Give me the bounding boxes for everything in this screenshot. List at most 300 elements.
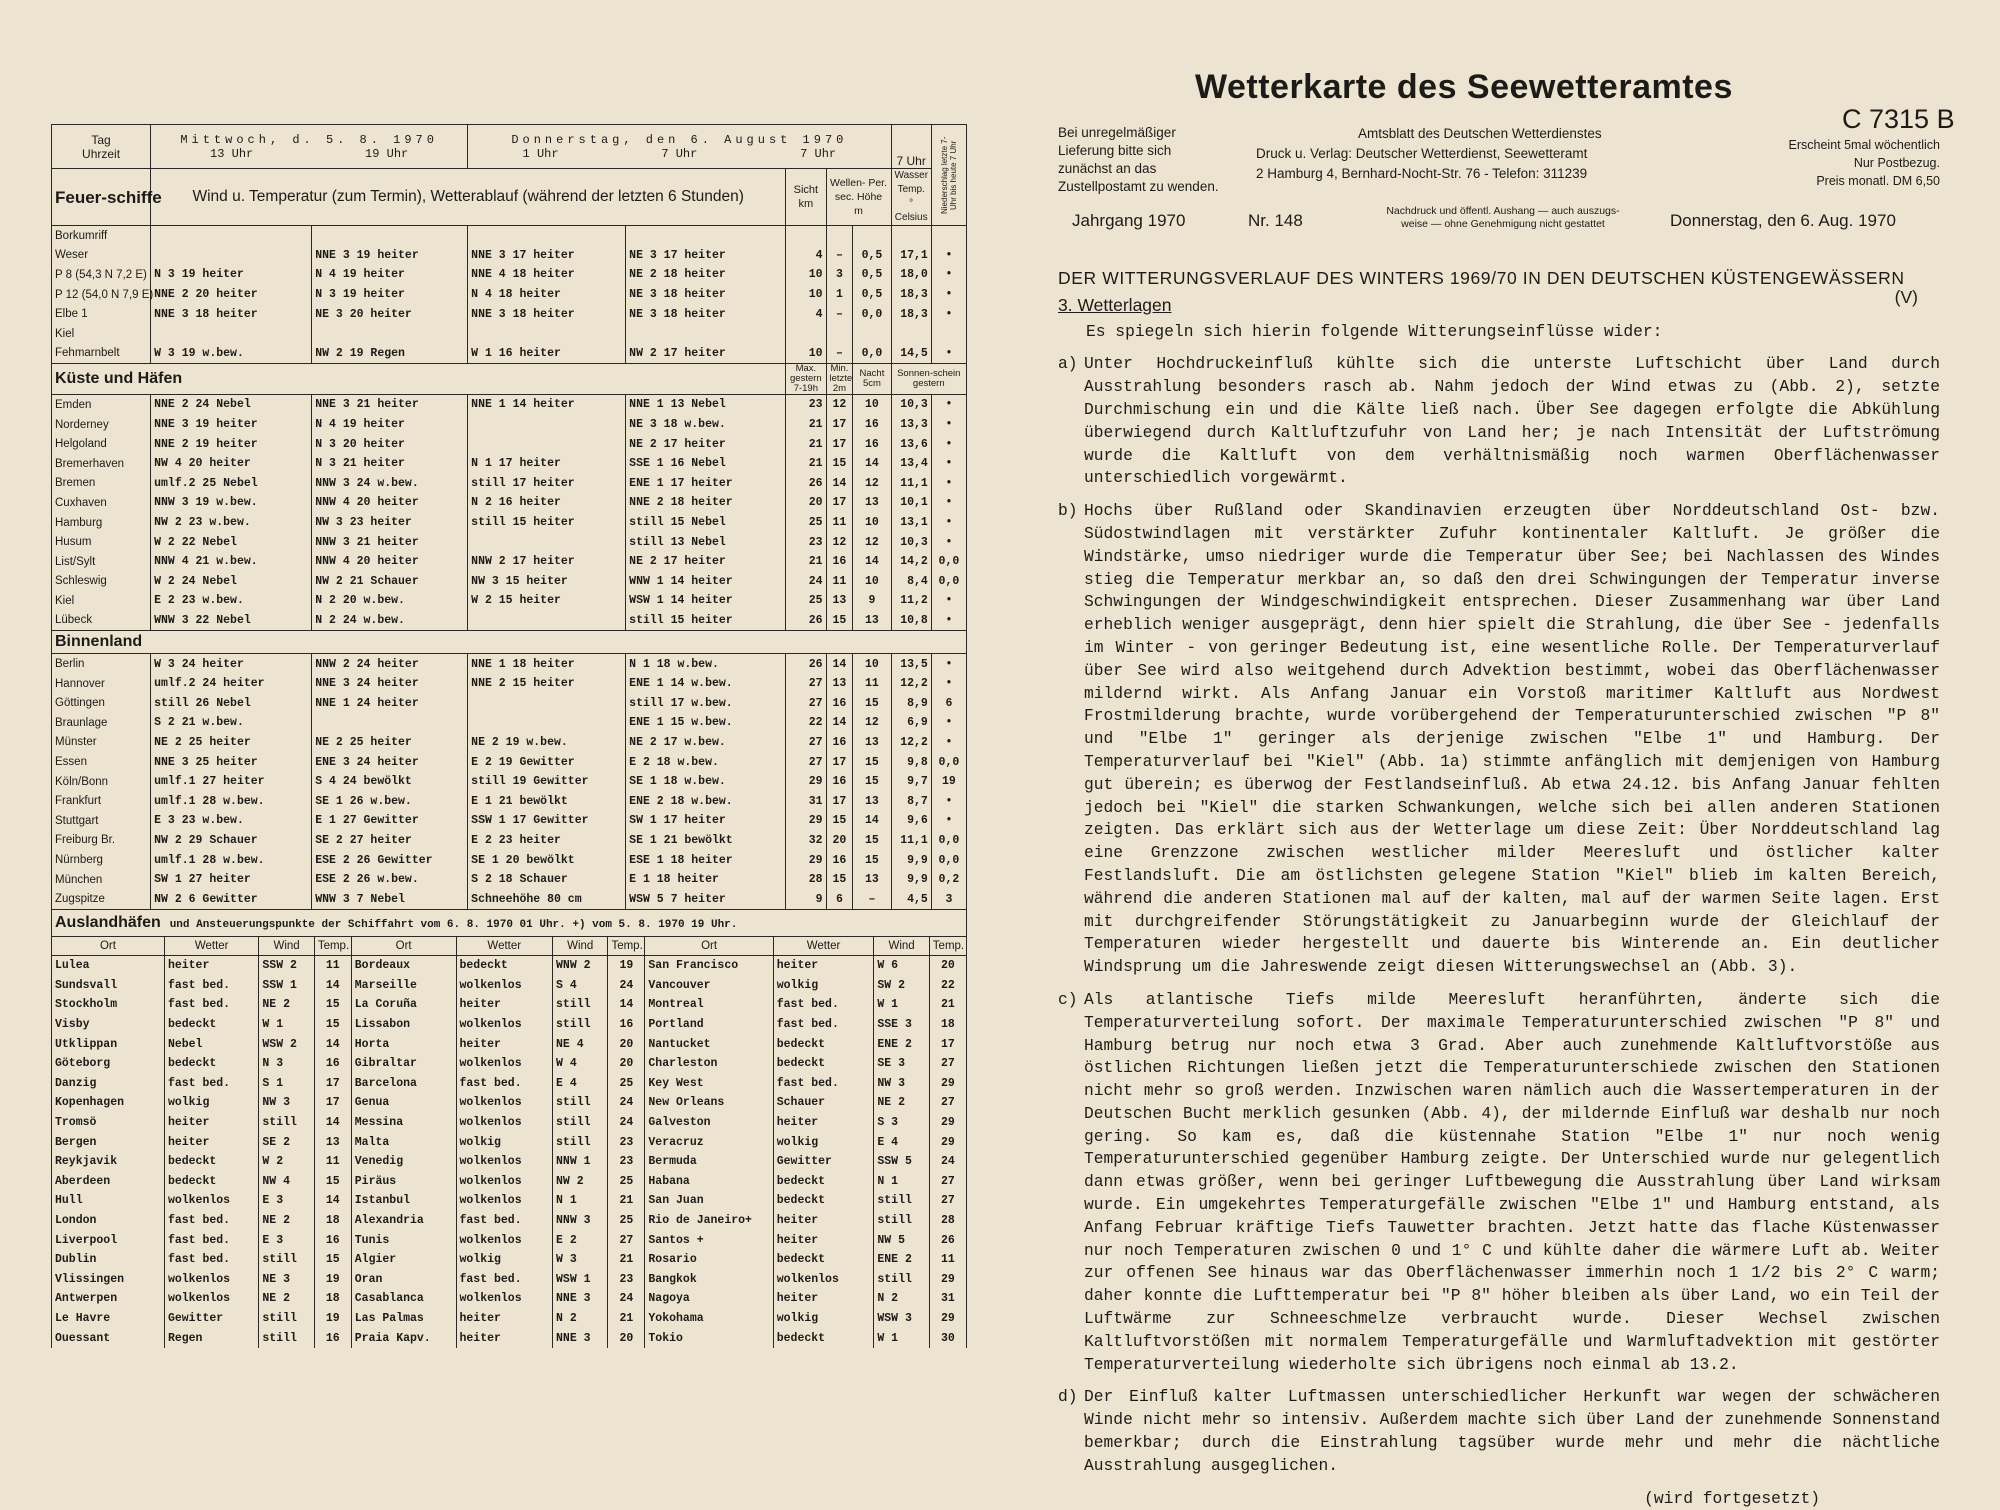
- obs-7h: NNE 1 13 Nebel: [626, 395, 786, 415]
- port-wind: NE 2: [259, 1289, 314, 1309]
- port-temp: 14: [314, 1034, 351, 1054]
- port-row: [52, 1289, 967, 1309]
- port-name: Utklippan: [52, 1034, 165, 1054]
- obs-13h: SW 1 27 heiter: [151, 870, 312, 890]
- port-temp: 14: [608, 995, 645, 1015]
- value-a: 27: [786, 674, 826, 694]
- value-a: 20: [786, 493, 826, 513]
- port-wind: E 4: [874, 1132, 929, 1152]
- station-row: [52, 474, 967, 494]
- obs-1h: [468, 434, 626, 454]
- value-c: 0,5: [853, 285, 891, 305]
- port-temp: 11: [929, 1250, 966, 1270]
- port-weather: wolkig: [773, 976, 874, 996]
- value-e: •: [931, 344, 966, 364]
- port-weather: fast bed.: [164, 1211, 258, 1231]
- value-b: 16: [826, 733, 853, 753]
- value-c: 13: [853, 493, 891, 513]
- value-d: 9,9: [891, 870, 931, 890]
- value-d: 10,1: [891, 493, 931, 513]
- port-wind: W 1: [874, 995, 929, 1015]
- port-name: Santos +: [645, 1230, 773, 1250]
- value-d: 12,2: [891, 733, 931, 753]
- obs-13h: N 3 19 heiter: [151, 265, 312, 285]
- obs-13h: [151, 246, 312, 266]
- port-wind: NNE 3: [553, 1328, 608, 1348]
- obs-13h: still 26 Nebel: [151, 693, 312, 713]
- port-temp: 18: [314, 1211, 351, 1231]
- port-weather: heiter: [773, 1211, 874, 1231]
- obs-7h: ENE 1 15 w.bew.: [626, 713, 786, 733]
- port-name: Bangkok: [645, 1270, 773, 1290]
- port-wind: SE 3: [874, 1054, 929, 1074]
- value-d: 13,1: [891, 513, 931, 533]
- value-a: 25: [786, 513, 826, 533]
- port-name: Bergen: [52, 1132, 165, 1152]
- port-name: Visby: [52, 1015, 165, 1035]
- obs-19h: NNE 3 19 heiter: [312, 246, 468, 266]
- feuerschiffe-label: Feuer-schiffe: [52, 169, 151, 226]
- obs-13h: [151, 324, 312, 344]
- obs-7h: ENE 1 17 heiter: [626, 474, 786, 494]
- obs-19h: NW 3 23 heiter: [312, 513, 468, 533]
- value-b: 16: [826, 850, 853, 870]
- port-temp: 18: [314, 1289, 351, 1309]
- port-name: Gibraltar: [351, 1054, 456, 1074]
- value-e: 0,0: [931, 552, 966, 572]
- port-temp: 18: [929, 1015, 966, 1035]
- obs-7h: NE 3 18 w.bew.: [626, 415, 786, 435]
- value-c: 15: [853, 850, 891, 870]
- station-name: Berlin: [52, 654, 151, 674]
- port-row: [52, 1270, 967, 1290]
- port-wind: SSE 3: [874, 1015, 929, 1035]
- station-row: [52, 850, 967, 870]
- value-a: 26: [786, 474, 826, 494]
- obs-19h: NNW 4 20 heiter: [312, 493, 468, 513]
- port-weather: fast bed.: [773, 1074, 874, 1094]
- port-temp: 23: [608, 1132, 645, 1152]
- station-name: Norderney: [52, 415, 151, 435]
- port-weather: Gewitter: [773, 1152, 874, 1172]
- port-temp: 15: [314, 1250, 351, 1270]
- port-weather: heiter: [164, 1132, 258, 1152]
- port-wind: still: [259, 1113, 314, 1133]
- value-c: 12: [853, 713, 891, 733]
- port-name: Göteborg: [52, 1054, 165, 1074]
- port-row: [52, 1074, 967, 1094]
- publisher-info: Amtsblatt des Deutschen Wetterdienstes Druck u. Verlag: Deutscher Wetterdienst, Seewetteramt 2 Hamburg 4, Bernhard-Nocht-Str. 76 - Telefon: 311239: [1256, 126, 1602, 181]
- port-row: [52, 1132, 967, 1152]
- value-b: 16: [826, 772, 853, 792]
- value-d: 10,3: [891, 532, 931, 552]
- port-temp: 15: [314, 1015, 351, 1035]
- value-b: 17: [826, 493, 853, 513]
- port-name: Nagoya: [645, 1289, 773, 1309]
- value-a: 29: [786, 772, 826, 792]
- value-e: •: [931, 674, 966, 694]
- obs-7h: SE 1 18 w.bew.: [626, 772, 786, 792]
- obs-1h: E 2 19 Gewitter: [468, 752, 626, 772]
- port-name: Tokio: [645, 1328, 773, 1348]
- obs-7h: NW 2 17 heiter: [626, 344, 786, 364]
- obs-1h: [468, 226, 626, 246]
- port-wind: N 2: [874, 1289, 929, 1309]
- value-d: 14,2: [891, 552, 931, 572]
- obs-13h: NW 4 20 heiter: [151, 454, 312, 474]
- value-e: •: [931, 434, 966, 454]
- port-wind: W 2: [259, 1152, 314, 1172]
- port-weather: bedeckt: [164, 1054, 258, 1074]
- port-weather: wolkig: [164, 1093, 258, 1113]
- port-temp: 19: [314, 1309, 351, 1329]
- value-b: 11: [826, 572, 853, 592]
- port-name: Lissabon: [351, 1015, 456, 1035]
- value-d: [891, 226, 931, 246]
- port-name: Sundsvall: [52, 976, 165, 996]
- value-d: 18,0: [891, 265, 931, 285]
- value-b: 12: [826, 395, 853, 415]
- port-name: Hull: [52, 1191, 165, 1211]
- value-e: 3: [931, 889, 966, 909]
- obs-13h: umlf.2 24 heiter: [151, 674, 312, 694]
- obs-7h: NNE 2 18 heiter: [626, 493, 786, 513]
- price-info: Erscheint 5mal wöchentlich Nur Postbezug. Preis monatl. DM 6,50: [1788, 138, 1940, 188]
- obs-19h: WNW 3 7 Nebel: [312, 889, 468, 909]
- kueste-header: [52, 364, 967, 395]
- part-number: (V): [1894, 286, 1918, 307]
- obs-19h: NNW 4 20 heiter: [312, 552, 468, 572]
- port-temp: 23: [608, 1270, 645, 1290]
- obs-19h: [312, 324, 468, 344]
- value-a: 27: [786, 752, 826, 772]
- obs-7h: [626, 324, 786, 344]
- port-wind: N 2: [553, 1309, 608, 1329]
- port-name: Las Palmas: [351, 1309, 456, 1329]
- obs-13h: NNE 3 19 heiter: [151, 415, 312, 435]
- obs-7h: NE 3 18 heiter: [626, 285, 786, 305]
- obs-13h: NNW 3 19 w.bew.: [151, 493, 312, 513]
- port-temp: 29: [929, 1309, 966, 1329]
- port-weather: heiter: [164, 956, 258, 976]
- port-weather: wolkenlos: [456, 1289, 553, 1309]
- value-e: 0,0: [931, 752, 966, 772]
- port-name: Istanbul: [351, 1191, 456, 1211]
- value-c: 13: [853, 611, 891, 631]
- obs-1h: NNW 2 17 heiter: [468, 552, 626, 572]
- binnen-title: Binnenland: [52, 631, 967, 654]
- value-a: 22: [786, 713, 826, 733]
- port-weather: bedeckt: [456, 956, 553, 976]
- value-b: 15: [826, 611, 853, 631]
- value-b: 12: [826, 532, 853, 552]
- port-temp: 31: [929, 1289, 966, 1309]
- obs-13h: W 3 24 heiter: [151, 654, 312, 674]
- value-d: 10,3: [891, 395, 931, 415]
- value-b: 15: [826, 870, 853, 890]
- obs-1h: NNE 4 18 heiter: [468, 265, 626, 285]
- nachdruck-note: Nachdruck und öffentl. Aushang — auch auszugs- weise — ohne Genehmigung nicht gestattet: [1386, 205, 1620, 230]
- obs-7h: ENE 2 18 w.bew.: [626, 791, 786, 811]
- station-row: [52, 246, 967, 266]
- value-e: •: [931, 395, 966, 415]
- port-name: Horta: [351, 1034, 456, 1054]
- port-wind: NNW 3: [553, 1211, 608, 1231]
- value-c: 10: [853, 572, 891, 592]
- value-a: 21: [786, 454, 826, 474]
- value-c: 10: [853, 395, 891, 415]
- port-weather: wolkenlos: [164, 1289, 258, 1309]
- port-wind: still: [259, 1309, 314, 1329]
- station-name: Hannover: [52, 674, 151, 694]
- station-row: [52, 831, 967, 851]
- obs-19h: [312, 226, 468, 246]
- station-table: [51, 124, 967, 909]
- port-temp: 20: [929, 956, 966, 976]
- station-row: [52, 674, 967, 694]
- value-e: 0,0: [931, 850, 966, 870]
- value-d: 8,7: [891, 791, 931, 811]
- value-d: 9,9: [891, 850, 931, 870]
- port-name: London: [52, 1211, 165, 1231]
- value-b: 16: [826, 693, 853, 713]
- value-a: 10: [786, 265, 826, 285]
- port-temp: 24: [929, 1152, 966, 1172]
- port-name: Algier: [351, 1250, 456, 1270]
- obs-19h: S 4 24 bewölkt: [312, 772, 468, 792]
- port-name: Key West: [645, 1074, 773, 1094]
- port-wind: S 4: [553, 976, 608, 996]
- value-c: 13: [853, 733, 891, 753]
- obs-1h: [468, 693, 626, 713]
- value-d: 13,6: [891, 434, 931, 454]
- port-weather: wolkenlos: [164, 1191, 258, 1211]
- obs-13h: NW 2 23 w.bew.: [151, 513, 312, 533]
- station-name: P 12 (54,0 N 7,9 E): [52, 285, 151, 305]
- port-wind: still: [553, 1093, 608, 1113]
- port-temp: 16: [314, 1328, 351, 1348]
- port-name: Bordeaux: [351, 956, 456, 976]
- obs-7h: ENE 1 14 w.bew.: [626, 674, 786, 694]
- station-name: Husum: [52, 532, 151, 552]
- obs-1h: N 1 17 heiter: [468, 454, 626, 474]
- port-temp: 29: [929, 1113, 966, 1133]
- value-c: 16: [853, 434, 891, 454]
- value-a: 25: [786, 591, 826, 611]
- value-d: 9,6: [891, 811, 931, 831]
- value-c: 12: [853, 532, 891, 552]
- obs-13h: NE 2 25 heiter: [151, 733, 312, 753]
- value-d: 14,5: [891, 344, 931, 364]
- port-weather: fast bed.: [456, 1074, 553, 1094]
- station-row: [52, 454, 967, 474]
- port-wind: NW 2: [553, 1172, 608, 1192]
- port-wind: S 3: [874, 1113, 929, 1133]
- value-a: [786, 324, 826, 344]
- obs-1h: [468, 415, 626, 435]
- port-wind: WSW 2: [259, 1034, 314, 1054]
- port-name: Montreal: [645, 995, 773, 1015]
- station-name: Schleswig: [52, 572, 151, 592]
- obs-19h: N 4 19 heiter: [312, 415, 468, 435]
- obs-13h: [151, 226, 312, 246]
- station-row: [52, 693, 967, 713]
- port-name: Vlissingen: [52, 1270, 165, 1290]
- port-name: Malta: [351, 1132, 456, 1152]
- value-a: [786, 226, 826, 246]
- station-row: [52, 226, 967, 246]
- port-wind: E 2: [553, 1230, 608, 1250]
- value-b: 20: [826, 831, 853, 851]
- obs-19h: NNE 3 21 heiter: [312, 395, 468, 415]
- station-name: Nürnberg: [52, 850, 151, 870]
- obs-19h: N 4 19 heiter: [312, 265, 468, 285]
- port-name: Tunis: [351, 1230, 456, 1250]
- obs-19h: ESE 2 26 w.bew.: [312, 870, 468, 890]
- value-b: 11: [826, 513, 853, 533]
- value-c: 14: [853, 552, 891, 572]
- article: [1058, 267, 1940, 1510]
- station-name: Kiel: [52, 591, 151, 611]
- port-temp: 30: [929, 1328, 966, 1348]
- value-a: 26: [786, 654, 826, 674]
- obs-1h: NW 3 15 heiter: [468, 572, 626, 592]
- obs-19h: NW 2 19 Regen: [312, 344, 468, 364]
- station-name: Weser: [52, 246, 151, 266]
- value-b: 14: [826, 474, 853, 494]
- obs-1h: [468, 611, 626, 631]
- station-row: [52, 324, 967, 344]
- port-temp: 23: [608, 1152, 645, 1172]
- value-c: 12: [853, 474, 891, 494]
- obs-7h: ESE 1 18 heiter: [626, 850, 786, 870]
- port-wind: still: [874, 1191, 929, 1211]
- port-temp: 26: [929, 1230, 966, 1250]
- port-name: Bermuda: [645, 1152, 773, 1172]
- port-temp: 29: [929, 1132, 966, 1152]
- value-a: 4: [786, 246, 826, 266]
- value-a: 23: [786, 395, 826, 415]
- port-weather: wolkenlos: [456, 976, 553, 996]
- port-wind: still: [874, 1211, 929, 1231]
- port-wind: still: [553, 995, 608, 1015]
- obs-1h: still 17 heiter: [468, 474, 626, 494]
- obs-7h: WSW 5 7 heiter: [626, 889, 786, 909]
- obs-7h: still 17 w.bew.: [626, 693, 786, 713]
- value-d: 12,2: [891, 674, 931, 694]
- value-b: 1: [826, 285, 853, 305]
- port-temp: 25: [608, 1211, 645, 1231]
- station-name: List/Sylt: [52, 552, 151, 572]
- value-b: –: [826, 246, 853, 266]
- port-name: Rosario: [645, 1250, 773, 1270]
- port-name: Piräus: [351, 1172, 456, 1192]
- port-row: [52, 1054, 967, 1074]
- obs-13h: NNE 3 18 heiter: [151, 304, 312, 324]
- port-name: Habana: [645, 1172, 773, 1192]
- value-b: –: [826, 344, 853, 364]
- port-wind: ENE 2: [874, 1034, 929, 1054]
- port-name: Ouessant: [52, 1328, 165, 1348]
- value-b: [826, 226, 853, 246]
- obs-1h: W 1 16 heiter: [468, 344, 626, 364]
- port-wind: SSW 1: [259, 976, 314, 996]
- section-heading: 3. Wetterlagen: [1058, 294, 1172, 315]
- port-temp: 16: [608, 1015, 645, 1035]
- port-temp: 24: [608, 976, 645, 996]
- port-weather: heiter: [456, 1034, 553, 1054]
- obs-19h: N 2 24 w.bew.: [312, 611, 468, 631]
- obs-13h: umlf.2 25 Nebel: [151, 474, 312, 494]
- obs-7h: NE 2 18 heiter: [626, 265, 786, 285]
- value-a: 28: [786, 870, 826, 890]
- obs-13h: NNW 4 21 w.bew.: [151, 552, 312, 572]
- port-weather: fast bed.: [164, 976, 258, 996]
- obs-1h: still 19 Gewitter: [468, 772, 626, 792]
- station-name: Kiel: [52, 324, 151, 344]
- obs-19h: N 3 20 heiter: [312, 434, 468, 454]
- obs-13h: NNE 2 24 Nebel: [151, 395, 312, 415]
- obs-19h: NNW 3 24 w.bew.: [312, 474, 468, 494]
- port-wind: still: [553, 1015, 608, 1035]
- value-a: 21: [786, 552, 826, 572]
- port-weather: Schauer: [773, 1093, 874, 1113]
- port-weather: Gewitter: [164, 1309, 258, 1329]
- value-d: 13,5: [891, 654, 931, 674]
- value-e: •: [931, 265, 966, 285]
- station-name: Cuxhaven: [52, 493, 151, 513]
- value-c: 0,0: [853, 304, 891, 324]
- station-name: Elbe 1: [52, 304, 151, 324]
- station-row: [52, 572, 967, 592]
- port-weather: wolkenlos: [456, 1015, 553, 1035]
- port-name: Le Havre: [52, 1309, 165, 1329]
- port-temp: 21: [929, 995, 966, 1015]
- port-temp: 22: [929, 976, 966, 996]
- value-a: 31: [786, 791, 826, 811]
- port-wind: NNW 1: [553, 1152, 608, 1172]
- obs-7h: NE 2 17 w.bew.: [626, 733, 786, 753]
- obs-7h: NE 2 17 heiter: [626, 434, 786, 454]
- port-wind: E 4: [553, 1074, 608, 1094]
- obs-19h: NNW 3 21 heiter: [312, 532, 468, 552]
- obs-13h: WNW 3 22 Nebel: [151, 611, 312, 631]
- port-weather: wolkig: [773, 1132, 874, 1152]
- station-name: Zugspitze: [52, 889, 151, 909]
- obs-13h: umlf.1 27 heiter: [151, 772, 312, 792]
- nacht-label: Nacht 5cm: [853, 364, 891, 395]
- port-name: Barcelona: [351, 1074, 456, 1094]
- port-weather: bedeckt: [773, 1172, 874, 1192]
- obs-1h: E 1 21 bewölkt: [468, 791, 626, 811]
- port-name: Nantucket: [645, 1034, 773, 1054]
- value-e: 0,0: [931, 831, 966, 851]
- value-a: 29: [786, 811, 826, 831]
- wasser-time: 7 Uhr: [891, 125, 931, 169]
- value-e: 0,0: [931, 572, 966, 592]
- port-temp: 24: [608, 1289, 645, 1309]
- obs-1h: S 2 18 Schauer: [468, 870, 626, 890]
- station-name: Essen: [52, 752, 151, 772]
- obs-19h: SE 2 27 heiter: [312, 831, 468, 851]
- obs-19h: [312, 713, 468, 733]
- obs-7h: SE 1 21 bewölkt: [626, 831, 786, 851]
- value-e: •: [931, 493, 966, 513]
- day2-header: Donnerstag, den 6. August 1970 1 Uhr 7 Uhr 7 Uhr: [468, 125, 891, 169]
- port-weather: wolkenlos: [456, 1191, 553, 1211]
- port-name: Dublin: [52, 1250, 165, 1270]
- station-row: [52, 532, 967, 552]
